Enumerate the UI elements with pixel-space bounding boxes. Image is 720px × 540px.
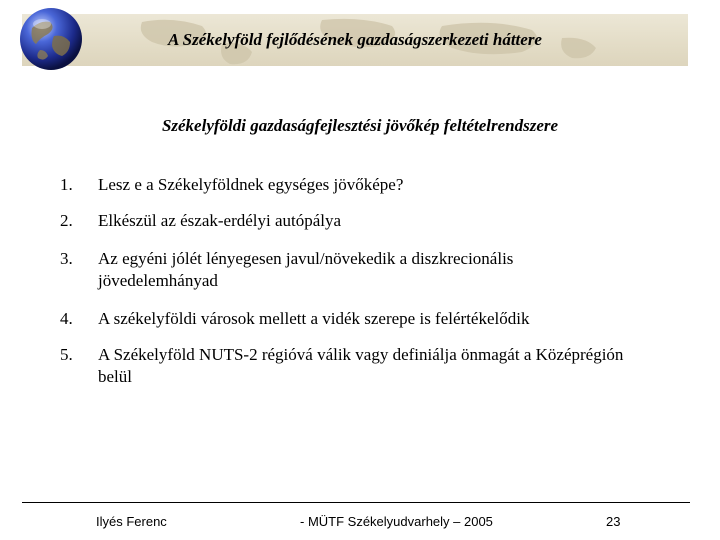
list-item bbox=[60, 210, 341, 232]
header-title: A Székelyföld fejlődésének gazdaságszerkezeti háttere bbox=[168, 30, 542, 49]
list-item bbox=[60, 344, 640, 388]
list-item-text: A székelyföldi városok mellett a vidék szerepe is felértékelődik bbox=[98, 309, 530, 328]
footer-event: - MÜTF Székelyudvarhely – 2005 bbox=[300, 514, 493, 529]
list-item bbox=[60, 308, 529, 330]
slide-subtitle: Székelyföldi gazdaságfejlesztési jövőkép feltételrendszere bbox=[161, 116, 559, 135]
list-item-text: Lesz e a Székelyföldnek egységes jövőképe? bbox=[98, 175, 404, 194]
list-item-number: 4. bbox=[60, 309, 73, 328]
globe-icon bbox=[18, 6, 84, 72]
list-item-number: 2. bbox=[60, 211, 73, 230]
list-item-number: 3. bbox=[60, 249, 73, 268]
list-item bbox=[60, 248, 620, 292]
list-item-text: Elkészül az észak-erdélyi autópálya bbox=[98, 211, 342, 230]
list-item-number: 5. bbox=[60, 345, 73, 364]
list-item-text: A Székelyföld NUTS-2 régióvá válik vagy definiálja önmagát a Középrégión belül bbox=[98, 345, 624, 386]
footer-divider bbox=[22, 502, 690, 503]
list-item bbox=[60, 174, 403, 196]
page-number: 23 bbox=[606, 514, 621, 529]
list-item-text: Az egyéni jólét lényegesen javul/növekedik a diszkrecionális jövedelemhányad bbox=[98, 249, 514, 290]
header-band bbox=[22, 14, 688, 66]
footer-author: Ilyés Ferenc bbox=[96, 514, 167, 529]
list-item-number: 1. bbox=[60, 175, 73, 194]
